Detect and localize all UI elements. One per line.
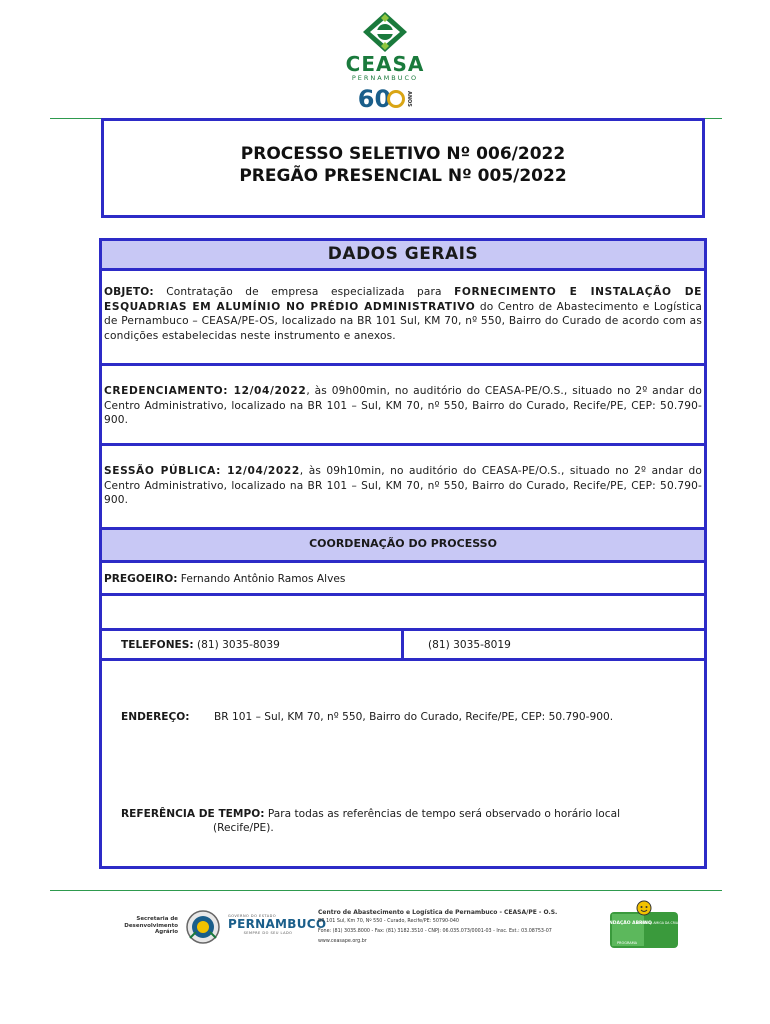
coordenacao-title: COORDENAÇÃO DO PROCESSO [309, 537, 497, 550]
pregoeiro-name: Fernando Antônio Ramos Alves [177, 573, 346, 585]
svg-text:PROGRAMA: PROGRAMA [616, 941, 638, 945]
objeto-text-1: Contratação de empresa especializada para [153, 286, 455, 298]
sessao-paragraph [102, 446, 704, 508]
dados-gerais-header [102, 241, 704, 271]
anniversary-number: 60 [357, 85, 392, 113]
footer [120, 900, 680, 960]
pregoeiro-row [102, 563, 704, 596]
empty-row [102, 596, 704, 631]
endereco-line [121, 710, 613, 724]
anniversary-ring-icon [387, 90, 405, 108]
pregoeiro-paragraph [102, 563, 704, 586]
org-contacts: Fone: (81) 3035.8000 - Fax: (81) 3182.3510 - CNPJ: 06.035.073/0001-03 - Insc. Est.: 03.08753-07 [318, 929, 552, 934]
pernambuco-logo: GOVERNO DO ESTADO PERNAMBUCO SEMPRE DO SEU LADO [228, 914, 327, 935]
referencia-text-1: Para todas as referências de tempo será observado o horário local [264, 808, 621, 820]
objeto-row [102, 271, 704, 366]
telefone-cell-1 [102, 631, 404, 658]
ceasa-logo [330, 12, 440, 118]
endereco-value: BR 101 – Sul, KM 70, nº 550, Bairro do Curado, Recife/PE, CEP: 50.790-900. [214, 711, 614, 723]
sessao-text: , às 09h10min, no auditório do CEASA-PE/O.S., situado no 2º andar do Centro Administrativo, localizado na BR 101 – Sul, KM 70, nº 550, Bairro do Curado, Recife/PE, CEP: 50.790-900. [104, 465, 702, 506]
credenciamento-row [102, 366, 704, 446]
referencia-label: REFERÊNCIA DE TEMPO: [121, 808, 265, 820]
org-address-block [318, 908, 608, 947]
title-pregao: PREGÃO PRESENCIAL Nº 005/2022 [239, 166, 567, 186]
telefone-2: (81) 3035-8019 [428, 639, 511, 651]
telefone-1: (81) 3035-8039 [193, 639, 280, 651]
ceasa-emblem-icon [363, 12, 407, 52]
logo-subtitle: PERNAMBUCO [351, 74, 419, 82]
footer-divider [50, 890, 722, 891]
objeto-text-2: do Centro de Abastecimento e Logística de Pernambuco – CEASA/PE-OS, localizado na BR 101 Sul, KM 70, nº 550, Bairro do Curado de acordo com as condições estabelecidas neste instrumento e anexos. [104, 300, 702, 342]
anniversary-seal [330, 87, 440, 111]
referencia-text-2: (Recife/PE). [213, 822, 274, 834]
org-address: BR 101 Sul, Km 70, Nº 550 - Curado, Recife/PE: 50790-040 [318, 919, 459, 924]
endereco-label: ENDEREÇO: [121, 711, 190, 723]
abrinq-badge [608, 900, 680, 950]
title-processo: PROCESSO SELETIVO Nº 006/2022 [240, 144, 566, 164]
objeto-bold: FORNECIMENTO E INSTALAÇÃO DE ESQUADRIAS EM ALUMÍNIO NO PRÉDIO ADMINISTRATIVO [104, 286, 702, 313]
referencia-block [121, 807, 691, 835]
org-title: Centro de Abastecimento e Logística de Pernambuco - CEASA/PE - O.S. [318, 909, 558, 916]
endereco-referencia-row [102, 661, 704, 866]
telefones-row [102, 631, 704, 661]
title-box [101, 118, 705, 218]
state-crest-icon [186, 908, 220, 946]
sessao-row [102, 446, 704, 530]
credenciamento-label: CREDENCIAMENTO: 12/04/2022 [104, 385, 307, 397]
anniversary-word: ANOS [406, 91, 413, 107]
objeto-paragraph [102, 271, 704, 343]
objeto-label: OBJETO: [104, 286, 154, 298]
sessao-label: SESSÃO PÚBLICA: 12/04/2022 [104, 465, 300, 477]
svg-text:FUNDAÇÃO ABRINQ: NDAÇÃO ABRINQ [608, 921, 652, 926]
logo-name: CEASA [345, 52, 425, 76]
svg-text:EMPRESA AMIGA DA CRIANÇA: EMPRESA AMIGA DA CRIAN [637, 921, 680, 925]
coordenacao-header [102, 530, 704, 563]
secretaria-text: Secretaria de Desenvolvimento Agrário [124, 916, 178, 935]
credenciamento-text: , às 09h00min, no auditório do CEASA-PE/O.S., situado no 2º andar do Centro Administrativo, localizado na BR 101 – Sul, KM 70, nº 550, Bairro do Curado, Recife/PE, CEP: 50.790-900. [104, 385, 702, 426]
credenciamento-paragraph [102, 366, 704, 428]
dados-gerais-title: DADOS GERAIS [327, 244, 479, 264]
telefones-label: TELEFONES: [121, 639, 194, 651]
abrinq-badge-icon [608, 900, 680, 950]
dados-gerais-table [99, 238, 707, 869]
pregoeiro-label: PREGOEIRO: [104, 573, 178, 585]
org-site: www.ceasape.org.br [318, 939, 367, 944]
